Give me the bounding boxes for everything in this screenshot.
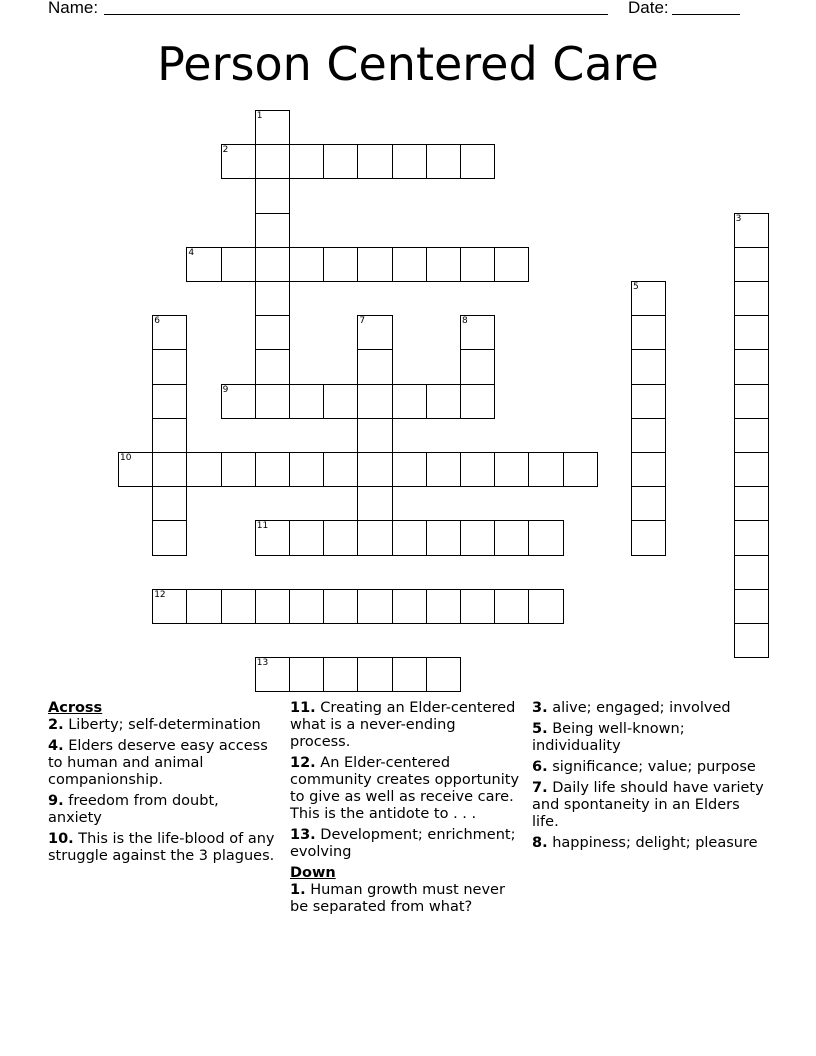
- grid-cell[interactable]: [289, 247, 324, 282]
- grid-cell[interactable]: [357, 657, 392, 692]
- clue-text: significance; value; purpose: [552, 759, 756, 775]
- grid-cell[interactable]: [255, 589, 290, 624]
- grid-cell[interactable]: [255, 315, 290, 350]
- clue-number: 2.: [48, 717, 64, 733]
- grid-cell[interactable]: [426, 520, 461, 555]
- grid-cell[interactable]: [426, 144, 461, 179]
- grid-cell[interactable]: [631, 281, 666, 316]
- grid-cell[interactable]: [392, 384, 427, 419]
- grid-cell[interactable]: [357, 247, 392, 282]
- grid-cell[interactable]: [255, 657, 290, 692]
- clue-number: 1.: [290, 882, 306, 898]
- grid-cell[interactable]: [392, 452, 427, 487]
- clue-text: An Elder-centered community creates opportunity to give as well as receive care. This is the antidote to . . .: [290, 755, 520, 822]
- grid-cell[interactable]: [186, 247, 221, 282]
- clue-text: Daily life should have variety and spontaneity in an Elders life.: [532, 780, 764, 830]
- clue-down-6: [532, 759, 768, 776]
- grid-cell[interactable]: [289, 589, 324, 624]
- grid-cell[interactable]: [152, 384, 187, 419]
- grid-cell[interactable]: [631, 452, 666, 487]
- clue-text: Creating an Elder-centered what is a never-ending process.: [290, 700, 516, 750]
- grid-cell[interactable]: [255, 349, 290, 384]
- grid-cell[interactable]: [289, 144, 324, 179]
- clue-number: 5.: [532, 721, 548, 737]
- grid-cell[interactable]: [426, 247, 461, 282]
- clue-across-9: [48, 793, 276, 827]
- grid-cell[interactable]: [357, 452, 392, 487]
- cell-number: 9: [222, 384, 229, 395]
- grid-cell[interactable]: [494, 247, 529, 282]
- grid-cell[interactable]: [392, 144, 427, 179]
- clues-column-1: [48, 700, 276, 869]
- clue-text: freedom from doubt, anxiety: [48, 793, 219, 826]
- grid-cell[interactable]: [289, 657, 324, 692]
- grid-cell[interactable]: [631, 315, 666, 350]
- grid-cell[interactable]: [494, 520, 529, 555]
- grid-cell[interactable]: [494, 589, 529, 624]
- grid-cell[interactable]: [255, 247, 290, 282]
- grid-cell[interactable]: [289, 520, 324, 555]
- clues-column-3: [532, 700, 768, 856]
- grid-cell[interactable]: [255, 178, 290, 213]
- clue-text: Liberty; self-determination: [68, 717, 261, 733]
- grid-cell[interactable]: [255, 384, 290, 419]
- grid-cell[interactable]: [631, 384, 666, 419]
- cell-number: 4: [188, 247, 195, 258]
- clue-number: 12.: [290, 755, 316, 771]
- grid-cell[interactable]: [460, 589, 495, 624]
- cell-number: 6: [154, 316, 160, 327]
- clue-number: 6.: [532, 759, 548, 775]
- clue-across-2: [48, 717, 276, 734]
- grid-cell[interactable]: [734, 520, 769, 555]
- grid-cell[interactable]: [426, 657, 461, 692]
- clue-text: Human growth must never be separated from what?: [290, 882, 505, 915]
- clue-down-7: [532, 780, 768, 831]
- cell-number: 11: [256, 521, 269, 532]
- grid-cell[interactable]: [734, 623, 769, 658]
- grid-cell[interactable]: [152, 452, 187, 487]
- clue-number: 8.: [532, 835, 548, 851]
- grid-cell[interactable]: [460, 315, 495, 350]
- grid-cell[interactable]: [152, 418, 187, 453]
- grid-cell[interactable]: [460, 452, 495, 487]
- grid-cell[interactable]: [563, 452, 598, 487]
- grid-cell[interactable]: [323, 247, 358, 282]
- grid-cell[interactable]: [631, 520, 666, 555]
- grid-cell[interactable]: [289, 384, 324, 419]
- grid-cell[interactable]: [528, 589, 563, 624]
- grid-cell[interactable]: [734, 281, 769, 316]
- clue-number: 11.: [290, 700, 316, 716]
- clue-across-4: [48, 738, 276, 789]
- grid-cell[interactable]: [357, 349, 392, 384]
- clue-number: 7.: [532, 780, 548, 796]
- date-label: Date:: [628, 0, 669, 17]
- grid-cell[interactable]: [392, 657, 427, 692]
- cell-number: 7: [359, 316, 366, 327]
- grid-cell[interactable]: [734, 315, 769, 350]
- grid-cell[interactable]: [392, 520, 427, 555]
- grid-cell[interactable]: [152, 589, 187, 624]
- grid-cell[interactable]: [734, 349, 769, 384]
- grid-cell[interactable]: [152, 520, 187, 555]
- page-title: Person Centered Care: [157, 37, 659, 91]
- grid-cell[interactable]: [426, 452, 461, 487]
- grid-cell[interactable]: [392, 589, 427, 624]
- grid-cell[interactable]: [221, 452, 256, 487]
- grid-cell[interactable]: [460, 247, 495, 282]
- grid-cell[interactable]: [460, 384, 495, 419]
- grid-cell[interactable]: [323, 144, 358, 179]
- clue-number: 9.: [48, 793, 64, 809]
- grid-cell[interactable]: [734, 486, 769, 521]
- grid-cell[interactable]: [357, 144, 392, 179]
- grid-cell[interactable]: [357, 486, 392, 521]
- clue-text: Being well-known; individuality: [532, 721, 685, 754]
- grid-cell[interactable]: [734, 418, 769, 453]
- grid-cell[interactable]: [186, 452, 221, 487]
- grid-cell[interactable]: [734, 452, 769, 487]
- clue-text: This is the life-blood of any struggle against the 3 plagues.: [48, 831, 275, 864]
- grid-cell[interactable]: [186, 589, 221, 624]
- grid-cell[interactable]: [426, 384, 461, 419]
- clue-across-12: [290, 755, 520, 823]
- grid-cell[interactable]: [221, 247, 256, 282]
- clue-across-11: [290, 700, 520, 751]
- clue-number: 10.: [48, 831, 74, 847]
- grid-cell[interactable]: [255, 520, 290, 555]
- cell-number: 5: [633, 282, 639, 292]
- grid-cell[interactable]: [221, 384, 256, 419]
- cell-number: 13: [256, 658, 269, 669]
- grid-cell[interactable]: [323, 520, 358, 555]
- grid-cell[interactable]: [426, 589, 461, 624]
- grid-cell[interactable]: [734, 213, 769, 248]
- grid-cell[interactable]: [734, 384, 769, 419]
- grid-cell[interactable]: [631, 418, 666, 453]
- down-heading: Down: [290, 865, 336, 881]
- grid-cell[interactable]: [152, 486, 187, 521]
- name-label: Name:: [48, 0, 99, 17]
- clue-number: 13.: [290, 827, 316, 843]
- cell-number: 12: [154, 589, 166, 600]
- grid-cell[interactable]: [289, 452, 324, 487]
- grid-cell[interactable]: [323, 384, 358, 419]
- grid-cell[interactable]: [357, 589, 392, 624]
- grid-cell[interactable]: [631, 349, 666, 384]
- across-heading: Across: [48, 700, 103, 716]
- clue-down-5: [532, 721, 768, 755]
- grid-cell[interactable]: [631, 486, 666, 521]
- cell-number: 8: [462, 316, 468, 327]
- grid-cell[interactable]: [528, 452, 563, 487]
- grid-cell[interactable]: [528, 520, 563, 555]
- grid-cell[interactable]: [323, 452, 358, 487]
- grid-cell[interactable]: [221, 144, 256, 179]
- grid-cell[interactable]: [255, 144, 290, 179]
- clue-down-8: [532, 835, 768, 852]
- grid-cell[interactable]: [323, 589, 358, 624]
- grid-cell[interactable]: [357, 384, 392, 419]
- grid-cell[interactable]: [460, 349, 495, 384]
- clue-across-10: [48, 831, 276, 865]
- clue-down-3: [532, 700, 768, 717]
- grid-cell[interactable]: [460, 144, 495, 179]
- grid-cell[interactable]: [152, 349, 187, 384]
- grid-cell[interactable]: [255, 281, 290, 316]
- cell-number: 2: [222, 145, 229, 156]
- grid-cell[interactable]: [357, 315, 392, 350]
- clue-across-13: [290, 827, 520, 861]
- grid-cell[interactable]: [734, 555, 769, 590]
- grid-cell[interactable]: [357, 520, 392, 555]
- clue-text: happiness; delight; pleasure: [552, 835, 758, 851]
- cell-number: 1: [256, 111, 263, 121]
- grid-cell[interactable]: [460, 520, 495, 555]
- grid-cell[interactable]: [392, 247, 427, 282]
- clue-down-1: [290, 882, 520, 916]
- clue-number: 4.: [48, 738, 64, 754]
- clue-text: alive; engaged; involved: [552, 700, 731, 716]
- cell-number: 10: [120, 453, 132, 463]
- grid-cell[interactable]: [494, 452, 529, 487]
- grid-cell[interactable]: [255, 110, 290, 145]
- grid-cell[interactable]: [323, 657, 358, 692]
- grid-cell[interactable]: [118, 452, 153, 487]
- clue-number: 3.: [532, 700, 548, 716]
- clues-column-2: [290, 700, 520, 920]
- grid-cell[interactable]: [734, 247, 769, 282]
- grid-cell[interactable]: [255, 452, 290, 487]
- clue-text: Development; enrichment; evolving: [290, 827, 516, 860]
- grid-cell[interactable]: [255, 213, 290, 248]
- cell-number: 3: [735, 213, 742, 224]
- grid-cell[interactable]: [357, 418, 392, 453]
- grid-cell[interactable]: [734, 589, 769, 624]
- grid-cell[interactable]: [152, 315, 187, 350]
- grid-cell[interactable]: [221, 589, 256, 624]
- clue-text: Elders deserve easy access to human and animal companionship.: [48, 738, 268, 788]
